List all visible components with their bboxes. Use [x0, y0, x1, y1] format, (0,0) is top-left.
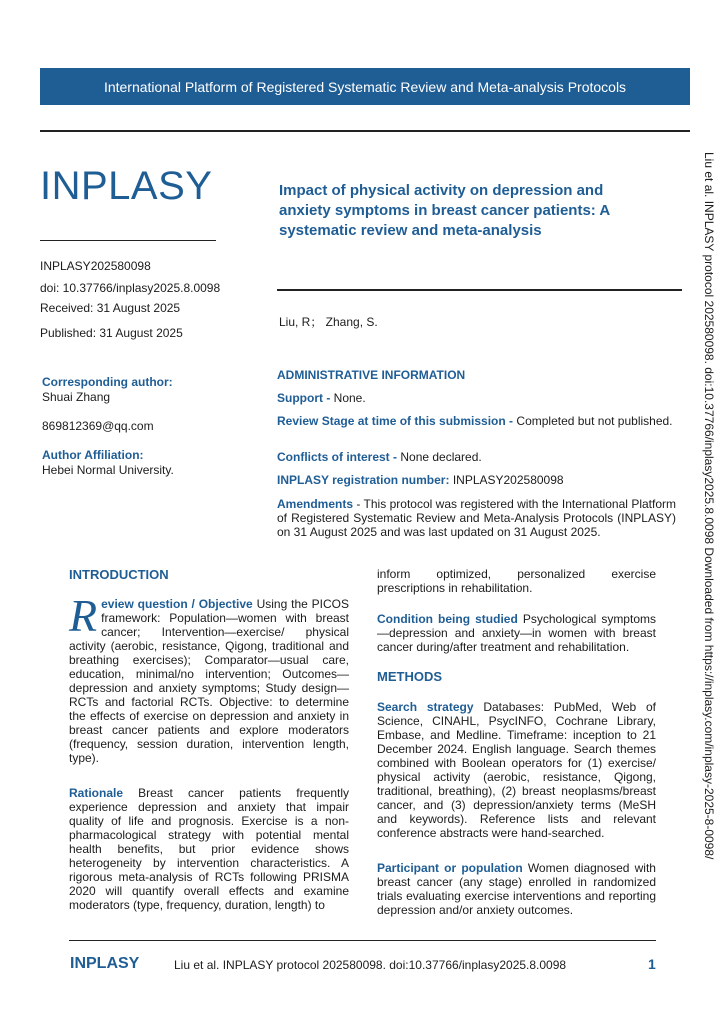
condition-label: Condition being studied: [377, 612, 518, 626]
affiliation-text: Hebei Normal University.: [42, 463, 174, 477]
footer-citation: Liu et al. INPLASY protocol 202580098. doi:10.37766/inplasy2025.8.0098: [174, 958, 567, 972]
review-question-paragraph: [69, 590, 349, 765]
amendments-label: Amendments: [277, 497, 354, 511]
page-number: 1: [648, 956, 656, 972]
review-question-label: eview question / Objective: [101, 597, 253, 611]
amendments-value: - This protocol was registered with the International Platform of Registered Systematic Review and Meta-Analysis Protocols (INPLASY) on 31 August 2025 and was last updated on 31 August 2025.: [277, 497, 676, 539]
rationale-label: Rationale: [69, 786, 124, 800]
introduction-heading: INTRODUCTION: [69, 567, 169, 582]
admin-heading-text: ADMINISTRATIVE INFORMATION: [277, 368, 466, 382]
article-title: Impact of physical activity on depression and anxiety symptoms in breast cancer patients: A systematic review and meta-analysis: [279, 182, 610, 239]
vertical-citation-text: Liu et al. INPLASY protocol 202580098. doi:10.37766/inplasy2025.8.0098 Downloaded from https://inplasy.com/inplasy-2025-8-0098/: [702, 152, 716, 860]
registration-number-label: INPLASY registration number:: [277, 473, 450, 487]
conflicts-label: Conflicts of interest -: [277, 450, 398, 464]
affiliation-label: Author Affiliation:: [42, 448, 144, 462]
support-label: Support -: [277, 391, 331, 405]
search-strategy-label: Search strategy: [377, 700, 474, 714]
amendments-row: [277, 497, 676, 539]
participant-text: Women diagnosed with breast cancer (any stage) enrolled in randomized trials evaluating exercise interventions and reporting depression and/or anxiety outcomes.: [377, 861, 656, 917]
corresponding-author-label: Corresponding author:: [42, 375, 173, 389]
conflicts-row: [277, 450, 676, 464]
dropcap-letter: R: [69, 590, 98, 641]
condition-paragraph: [377, 612, 656, 654]
methods-heading: METHODS: [377, 669, 442, 684]
review-stage-label: Review Stage at time of this submission -: [277, 414, 514, 428]
condition-text: Psychological symptoms—depression and anxiety—in women with breast cancer during/after treatment and rehabilitation.: [377, 612, 656, 654]
published-date: Published: 31 August 2025: [40, 326, 183, 340]
corresponding-author-name: Shuai Zhang: [42, 390, 111, 404]
admin-heading: [277, 368, 676, 382]
logo-rule: [40, 240, 216, 241]
participant-label: Participant or population: [377, 861, 523, 875]
review-stage-value: Completed but not published.: [513, 414, 673, 428]
doi-text: doi: 10.37766/inplasy2025.8.0098: [40, 281, 221, 295]
participant-paragraph: [377, 861, 656, 917]
author-list: Liu, R； Zhang, S.: [279, 315, 378, 329]
support-row: [277, 391, 676, 405]
footer-logo: INPLASY: [70, 955, 140, 972]
rationale-continuation: inform optimized, personalized exercise prescriptions in rehabilitation.: [377, 567, 656, 595]
header-rule: [40, 130, 690, 132]
header-banner: [40, 68, 690, 105]
conflicts-value: None declared.: [397, 450, 482, 464]
rationale-paragraph: [69, 786, 349, 912]
inplasy-logo: INPLASY: [40, 164, 213, 208]
rationale-text: Breast cancer patients frequently experience depression and anxiety that impair quality of life and prognosis. Exercise is a non-pharmacological strategy with potential mental health benefits, but prior evidence shows heterogeneity by intervention characteristics. A rigorous meta-analysis of RCTs following PRISMA 2020 will quantify overall effects and examine moderators (type, frequency, duration, length) to: [69, 786, 349, 912]
registration-id: INPLASY202580098: [40, 259, 151, 273]
title-rule: [277, 289, 682, 291]
registration-number-value: INPLASY202580098: [449, 473, 564, 487]
author-email: 869812369@qq.com: [42, 419, 154, 433]
support-value: None.: [330, 391, 366, 405]
registration-number-row: [277, 473, 676, 487]
search-strategy-text: Databases: PubMed, Web of Science, CINAHL, PsycINFO, Cochrane Library, Embase, and Medline. Timeframe: inception to 21 December 2024. English language. Search themes combined with Boolean operators for (1) exercise/ physical activity (aerobic, resistance, Qigong, traditional, breathing), (2) breast neoplasms/breast cancer, and (3) depression/anxiety terms (MeSH and keywords). Reference lists and relevant conference abstracts were hand-searched.: [377, 700, 656, 840]
review-stage-row: [277, 414, 676, 428]
received-date: Received: 31 August 2025: [40, 301, 181, 315]
review-question-text: Using the PICOS framework: Population—women with breast cancer; Intervention—exercise/ physical activity (aerobic, resistance, Qigong, traditional and breathing exercises); Comparator—usual care, education, minimal/no intervention; Outcomes—depression and anxiety symptoms; Study design—RCTs and factorial RCTs. Objective: to determine the effects of exercise on depression and anxiety in breast cancer patients and explore moderators (frequency, session duration, intervention length, type).: [69, 597, 349, 765]
footer-rule: [69, 940, 656, 941]
banner-text: International Platform of Registered Systematic Review and Meta-analysis Protocols: [103, 78, 627, 95]
search-strategy-paragraph: [377, 700, 656, 840]
vertical-citation: [698, 152, 720, 882]
